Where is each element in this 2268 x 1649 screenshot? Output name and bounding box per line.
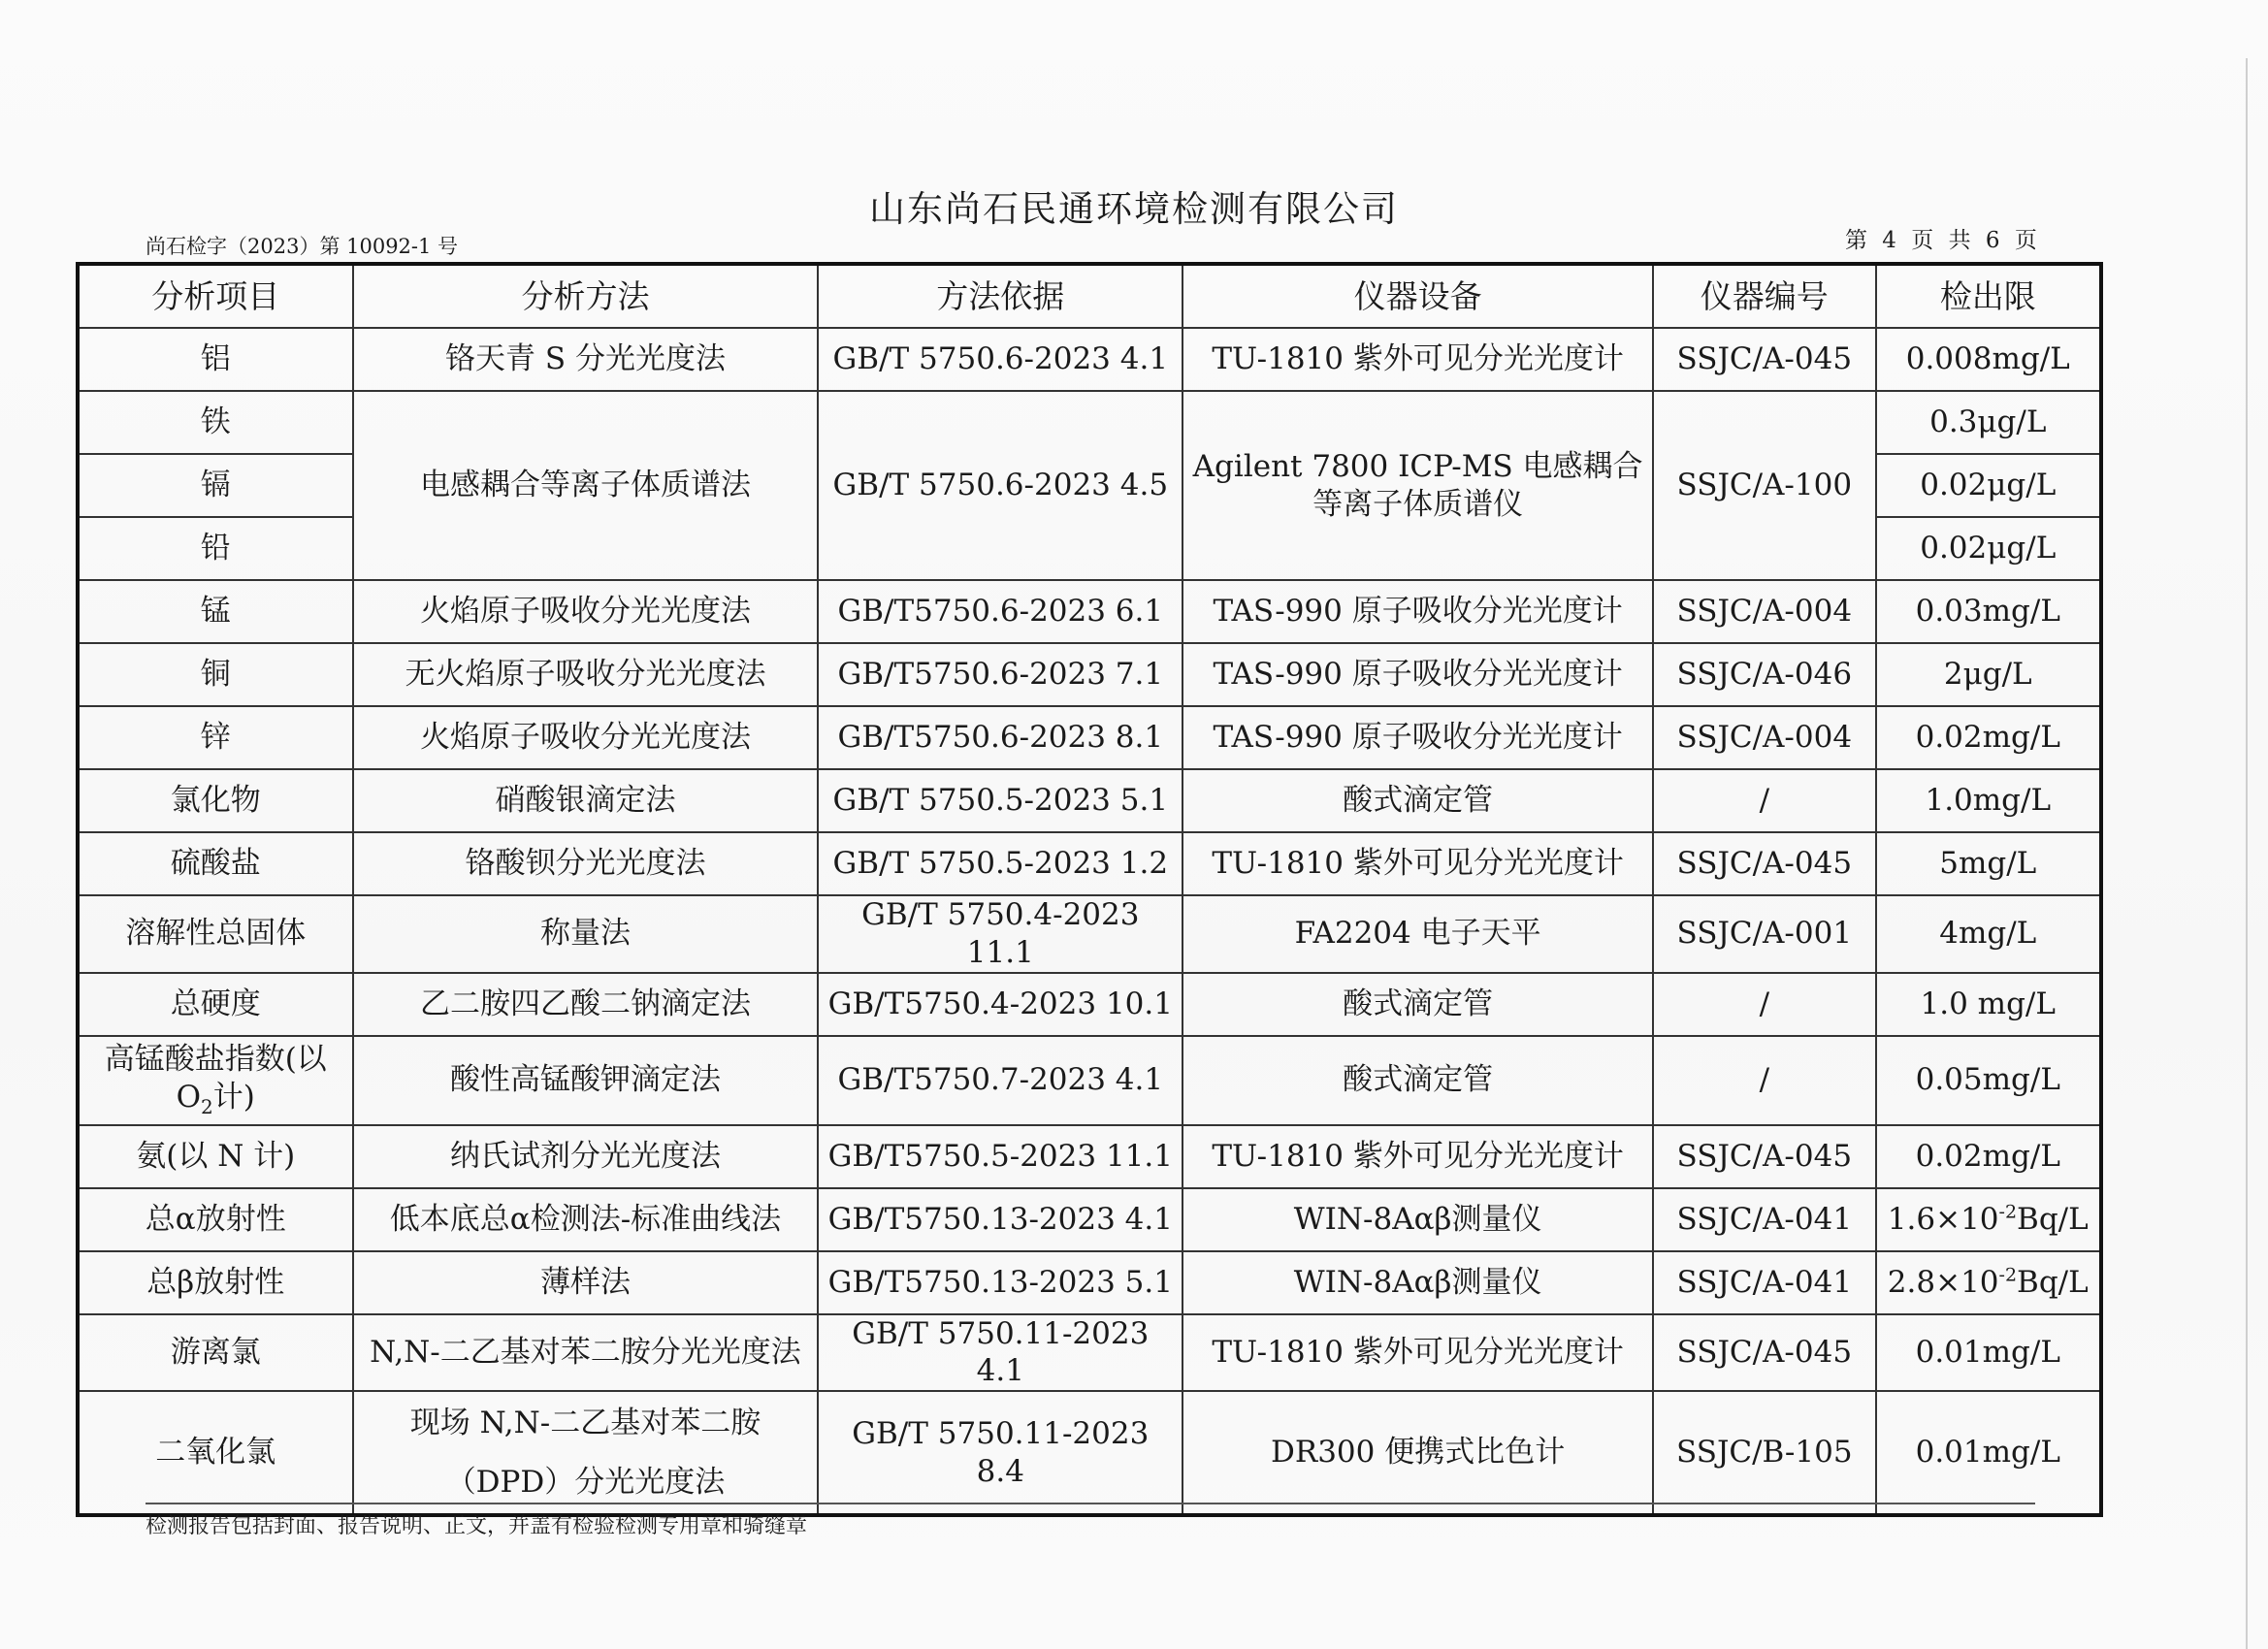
header-item: 分析项目 <box>78 264 353 328</box>
table-row <box>78 1125 2101 1188</box>
table-row <box>78 706 2101 769</box>
limit-unit: Bq/L <box>2017 1201 2089 1237</box>
item-cell: 镉 <box>78 454 353 517</box>
limit-cell: 0.03mg/L <box>1876 580 2101 643</box>
limit-text: 1.6×10 <box>1887 1201 1999 1237</box>
item-cell: 锌 <box>78 706 353 769</box>
method-cell: 乙二胺四乙酸二钠滴定法 <box>353 973 819 1036</box>
item-cell: 硫酸盐 <box>78 832 353 895</box>
footer-note: 检测报告包括封面、报告说明、正文，并盖有检验检测专用章和骑缝章 <box>146 1514 808 1538</box>
basis-cell: GB/T5750.5-2023 11.1 <box>818 1125 1183 1188</box>
limit-cell: 1.0mg/L <box>1876 769 2101 832</box>
instrument-no-cell: / <box>1653 973 1875 1036</box>
table-row <box>78 328 2101 391</box>
item-cell <box>78 1036 353 1125</box>
limit-cell: 0.02mg/L <box>1876 1125 2101 1188</box>
instrument-cell: TAS-990 原子吸收分光光度计 <box>1183 643 1653 706</box>
item-cell: 总硬度 <box>78 973 353 1036</box>
method-cell: N,N-二乙基对苯二胺分光光度法 <box>353 1314 819 1392</box>
limit-unit: Bq/L <box>2017 1264 2089 1300</box>
basis-cell: GB/T 5750.6-2023 4.5 <box>818 391 1183 580</box>
instrument-no-cell: SSJC/A-100 <box>1653 391 1875 580</box>
instrument-cell: TAS-990 原子吸收分光光度计 <box>1183 580 1653 643</box>
limit-cell: 1.0 mg/L <box>1876 973 2101 1036</box>
limit-cell: 0.01mg/L <box>1876 1314 2101 1392</box>
item-cell: 铜 <box>78 643 353 706</box>
table-row <box>78 1391 2101 1515</box>
instrument-no-cell: SSJC/A-041 <box>1653 1251 1875 1314</box>
method-cell: 火焰原子吸收分光光度法 <box>353 706 819 769</box>
company-name: 山东尚石民通环境检测有限公司 <box>869 188 1399 230</box>
limit-cell <box>1876 1188 2101 1251</box>
table-row <box>78 391 2101 454</box>
item-cell: 总β放射性 <box>78 1251 353 1314</box>
instrument-cell: TU-1810 紫外可见分光光度计 <box>1183 832 1653 895</box>
basis-cell: GB/T5750.6-2023 8.1 <box>818 706 1183 769</box>
instrument-line: Agilent 7800 ICP-MS 电感耦合 <box>1192 448 1643 484</box>
instrument-no-cell: SSJC/A-041 <box>1653 1188 1875 1251</box>
instrument-line: 等离子体质谱仪 <box>1312 486 1524 522</box>
instrument-cell: TU-1810 紫外可见分光光度计 <box>1183 1314 1653 1392</box>
instrument-no-cell: / <box>1653 769 1875 832</box>
item-line: 高锰酸盐指数(以 <box>104 1042 327 1078</box>
limit-cell: 5mg/L <box>1876 832 2101 895</box>
document-number: 尚石检字（2023）第 10092-1 号 <box>146 235 459 258</box>
limit-cell: 0.01mg/L <box>1876 1391 2101 1515</box>
basis-cell: GB/T5750.6-2023 7.1 <box>818 643 1183 706</box>
header-detection-limit: 检出限 <box>1876 264 2101 328</box>
table-row <box>78 832 2101 895</box>
instrument-cell: TAS-990 原子吸收分光光度计 <box>1183 706 1653 769</box>
table-row <box>78 1188 2101 1251</box>
method-line: （DPD）分光光度法 <box>445 1464 726 1500</box>
instrument-cell: DR300 便携式比色计 <box>1183 1391 1653 1515</box>
analysis-methods-table <box>76 262 2103 1517</box>
item-cell: 铝 <box>78 328 353 391</box>
instrument-no-cell: SSJC/A-045 <box>1653 328 1875 391</box>
instrument-no-cell: SSJC/A-001 <box>1653 895 1875 973</box>
method-cell: 称量法 <box>353 895 819 973</box>
basis-cell: GB/T 5750.6-2023 4.1 <box>818 328 1183 391</box>
footer-divider <box>146 1503 2035 1504</box>
table-row <box>78 1036 2101 1125</box>
table-header-row <box>78 264 2101 328</box>
item-cell: 溶解性总固体 <box>78 895 353 973</box>
item-cell: 氨(以 N 计) <box>78 1125 353 1188</box>
method-cell: 硝酸银滴定法 <box>353 769 819 832</box>
method-cell: 电感耦合等离子体质谱法 <box>353 391 819 580</box>
instrument-no-cell: SSJC/A-045 <box>1653 832 1875 895</box>
instrument-cell: FA2204 电子天平 <box>1183 895 1653 973</box>
method-cell <box>353 1391 819 1515</box>
item-cell: 铁 <box>78 391 353 454</box>
basis-cell: GB/T5750.7-2023 4.1 <box>818 1036 1183 1125</box>
item-line <box>85 1079 346 1119</box>
instrument-no-cell: SSJC/A-004 <box>1653 706 1875 769</box>
header-instrument: 仪器设备 <box>1183 264 1653 328</box>
basis-cell: GB/T 5750.11-2023 4.1 <box>818 1314 1183 1392</box>
method-cell: 铬酸钡分光光度法 <box>353 832 819 895</box>
superscript: -2 <box>1998 1264 2018 1286</box>
item-cell: 二氧化氯 <box>78 1391 353 1515</box>
instrument-cell: 酸式滴定管 <box>1183 1036 1653 1125</box>
instrument-no-cell: SSJC/B-105 <box>1653 1391 1875 1515</box>
table-row <box>78 1251 2101 1314</box>
superscript: -2 <box>1998 1201 2018 1223</box>
header-method: 分析方法 <box>353 264 819 328</box>
instrument-cell <box>1183 391 1653 580</box>
method-cell: 无火焰原子吸收分光光度法 <box>353 643 819 706</box>
limit-cell: 0.02mg/L <box>1876 706 2101 769</box>
instrument-no-cell: SSJC/A-045 <box>1653 1125 1875 1188</box>
item-text: 计) <box>212 1079 255 1115</box>
table-row <box>78 580 2101 643</box>
item-cell: 锰 <box>78 580 353 643</box>
subscript: 2 <box>201 1094 213 1118</box>
instrument-no-cell: / <box>1653 1036 1875 1125</box>
limit-cell: 4mg/L <box>1876 895 2101 973</box>
basis-cell: GB/T 5750.4-2023 11.1 <box>818 895 1183 973</box>
limit-cell: 2μg/L <box>1876 643 2101 706</box>
header-basis: 方法依据 <box>818 264 1183 328</box>
table-row <box>78 643 2101 706</box>
method-cell: 酸性高锰酸钾滴定法 <box>353 1036 819 1125</box>
item-text: O <box>176 1079 202 1115</box>
header-instrument-no: 仪器编号 <box>1653 264 1875 328</box>
basis-cell: GB/T5750.4-2023 10.1 <box>818 973 1183 1036</box>
item-cell: 氯化物 <box>78 769 353 832</box>
limit-cell: 0.008mg/L <box>1876 328 2101 391</box>
instrument-cell: 酸式滴定管 <box>1183 769 1653 832</box>
limit-text: 2.8×10 <box>1887 1264 1999 1300</box>
basis-cell: GB/T 5750.5-2023 1.2 <box>818 832 1183 895</box>
basis-cell: GB/T 5750.5-2023 5.1 <box>818 769 1183 832</box>
method-cell: 低本底总α检测法-标准曲线法 <box>353 1188 819 1251</box>
instrument-cell: TU-1810 紫外可见分光光度计 <box>1183 1125 1653 1188</box>
table-row <box>78 1314 2101 1392</box>
limit-cell: 0.3μg/L <box>1876 391 2101 454</box>
table-row <box>78 895 2101 973</box>
limit-cell: 0.02μg/L <box>1876 454 2101 517</box>
instrument-no-cell: SSJC/A-004 <box>1653 580 1875 643</box>
basis-cell: GB/T 5750.11-2023 8.4 <box>818 1391 1183 1515</box>
method-cell: 纳氏试剂分光光度法 <box>353 1125 819 1188</box>
instrument-cell: TU-1810 紫外可见分光光度计 <box>1183 328 1653 391</box>
method-cell: 铬天青 S 分光光度法 <box>353 328 819 391</box>
limit-cell: 0.05mg/L <box>1876 1036 2101 1125</box>
instrument-cell: WIN-8Aαβ测量仪 <box>1183 1188 1653 1251</box>
basis-cell: GB/T5750.13-2023 4.1 <box>818 1188 1183 1251</box>
page-edge <box>2246 58 2248 1649</box>
item-cell: 铅 <box>78 517 353 580</box>
limit-cell <box>1876 1251 2101 1314</box>
instrument-cell: WIN-8Aαβ测量仪 <box>1183 1251 1653 1314</box>
table-row <box>78 973 2101 1036</box>
page-number: 第 4 页 共 6 页 <box>1845 228 2041 253</box>
table-row <box>78 769 2101 832</box>
item-cell: 游离氯 <box>78 1314 353 1392</box>
instrument-no-cell: SSJC/A-045 <box>1653 1314 1875 1392</box>
item-cell: 总α放射性 <box>78 1188 353 1251</box>
instrument-no-cell: SSJC/A-046 <box>1653 643 1875 706</box>
method-cell: 薄样法 <box>353 1251 819 1314</box>
instrument-cell: 酸式滴定管 <box>1183 973 1653 1036</box>
basis-cell: GB/T5750.13-2023 5.1 <box>818 1251 1183 1314</box>
method-cell: 火焰原子吸收分光光度法 <box>353 580 819 643</box>
limit-cell: 0.02μg/L <box>1876 517 2101 580</box>
basis-cell: GB/T5750.6-2023 6.1 <box>818 580 1183 643</box>
method-line: 现场 N,N-二乙基对苯二胺 <box>409 1406 761 1441</box>
